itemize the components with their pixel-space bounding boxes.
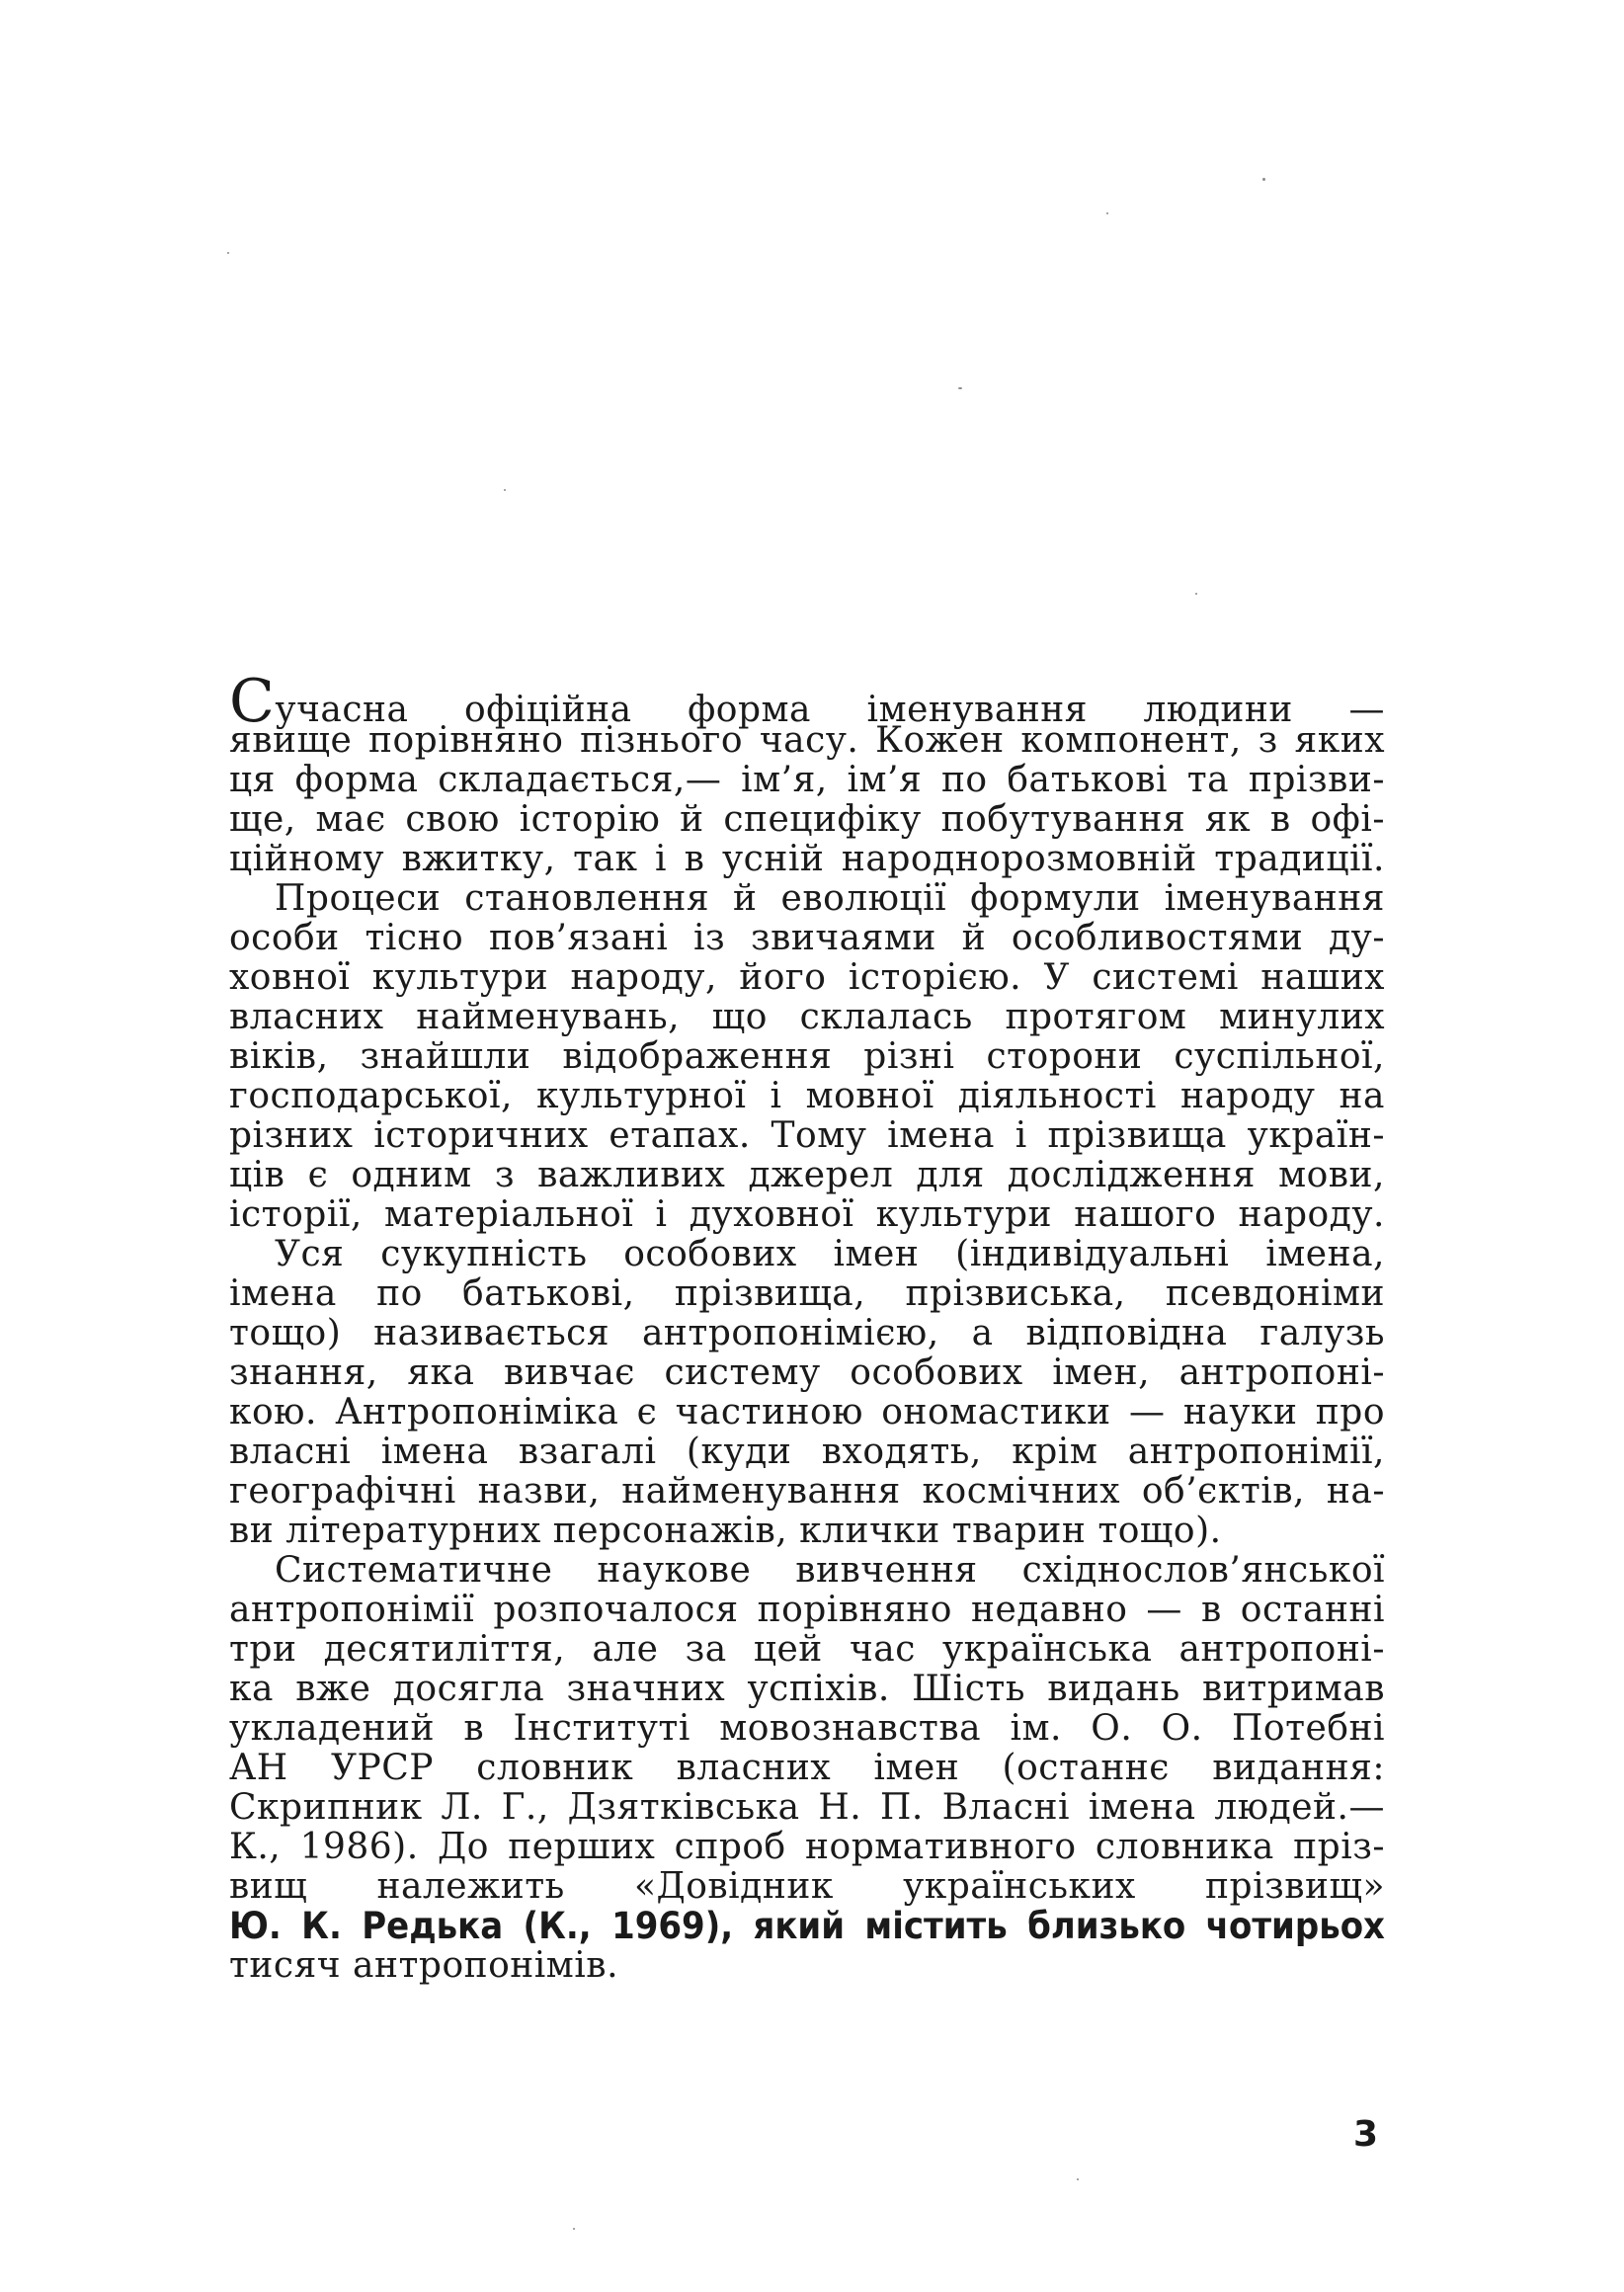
paragraph-2 bbox=[229, 879, 1385, 1235]
text-line: антропонімії розпочалося порівняно недавно — в останні bbox=[229, 1590, 1385, 1630]
text-line: тощо) називається антропонімією, а відповідна галузь bbox=[229, 1313, 1385, 1353]
text-line: власних найменувань, що склалась протягом минулих bbox=[229, 997, 1385, 1037]
text-line: Ю. К. Редька (К., 1969), який містить близько чотирьох bbox=[229, 1905, 1385, 1948]
text-line: Скрипник Л. Г., Дзятківська Н. П. Власні імена людей.— bbox=[229, 1787, 1385, 1828]
text-line bbox=[229, 667, 1385, 736]
text-line: ховної культури народу, його історією. У системі наших bbox=[229, 957, 1385, 998]
text-line: власні імена взагалі (куди входять, крім антропонімії, bbox=[229, 1432, 1385, 1472]
scan-speck bbox=[1106, 212, 1108, 214]
text-line: Процеси становлення й еволюції формули іменування bbox=[275, 878, 1385, 919]
paragraph-3 bbox=[229, 1235, 1385, 1551]
text-line: кою. Антропоніміка є частиною ономастики — науки про bbox=[229, 1392, 1385, 1432]
text-line: знання, яка вивчає систему особових імен, антропоні- bbox=[229, 1352, 1385, 1393]
scan-speck bbox=[504, 489, 506, 491]
drop-initial: С bbox=[229, 667, 276, 736]
body-text bbox=[229, 667, 1385, 1986]
text-line: тисяч антропонімів. bbox=[229, 1945, 619, 1986]
scan-speck bbox=[227, 252, 229, 254]
text-line: ця форма складається,— ім’я, ім’я по батькові та прізви- bbox=[229, 760, 1385, 800]
page-number: 3 bbox=[1353, 2114, 1379, 2155]
text-line: господарської, культурної і мовної діяльності народу на bbox=[229, 1076, 1385, 1116]
text-line: імена по батькові, прізвища, прізвиська, псевдоніми bbox=[229, 1273, 1385, 1314]
text-line: вищ належить «Довідник українських прізвищ» bbox=[229, 1866, 1385, 1907]
text-line: віків, знайшли відображення різні сторони суспільної, bbox=[229, 1036, 1385, 1077]
scan-speck bbox=[1077, 2178, 1079, 2180]
text-line: ка вже досягла значних успіхів. Шість видань витримав bbox=[229, 1669, 1385, 1709]
text-line: Уся сукупність особових імен (індивідуальні імена, bbox=[275, 1234, 1385, 1274]
scan-speck bbox=[958, 387, 962, 389]
text-line: ви літературних персонажів, клички тварин тощо). bbox=[229, 1511, 1222, 1551]
scan-speck bbox=[1262, 178, 1265, 181]
text-line: явище порівняно пізнього часу. Кожен компонент, з яких bbox=[229, 720, 1385, 761]
scan-speck bbox=[1195, 593, 1197, 595]
text-line: Систематичне наукове вивчення східнослов’янської bbox=[275, 1550, 1385, 1591]
line-text: учасна офіційна форма іменування людини — bbox=[275, 690, 1385, 730]
paragraph-4 bbox=[229, 1551, 1385, 1986]
text-line: історії, матеріальної і духовної культури нашого народу. bbox=[229, 1194, 1385, 1235]
text-line: укладений в Інституті мовознавства ім. О. О. Потебні bbox=[229, 1708, 1385, 1749]
text-line: ційному вжитку, так і в усній народнорозмовній традиції. bbox=[229, 839, 1385, 879]
text-line: К., 1986). До перших спроб нормативного словника пріз- bbox=[229, 1827, 1385, 1867]
text-line: ців є одним з важливих джерел для дослідження мови, bbox=[229, 1155, 1385, 1195]
text-line: три десятиліття, але за цей час українська антропоні- bbox=[229, 1629, 1385, 1670]
text-line: різних історичних етапах. Тому імена і прізвища україн- bbox=[229, 1115, 1385, 1156]
text-line: ще, має свою історію й специфіку побутування як в офі- bbox=[229, 799, 1385, 840]
scan-speck bbox=[573, 2228, 575, 2230]
text-line: географічні назви, найменування космічних об’єктів, на- bbox=[229, 1471, 1385, 1512]
text-line: АН УРСР словник власних імен (останнє видання: bbox=[229, 1748, 1385, 1788]
paragraph-1 bbox=[229, 667, 1385, 879]
text-line: особи тісно пов’язані із звичаями й особливостями ду- bbox=[229, 918, 1385, 958]
